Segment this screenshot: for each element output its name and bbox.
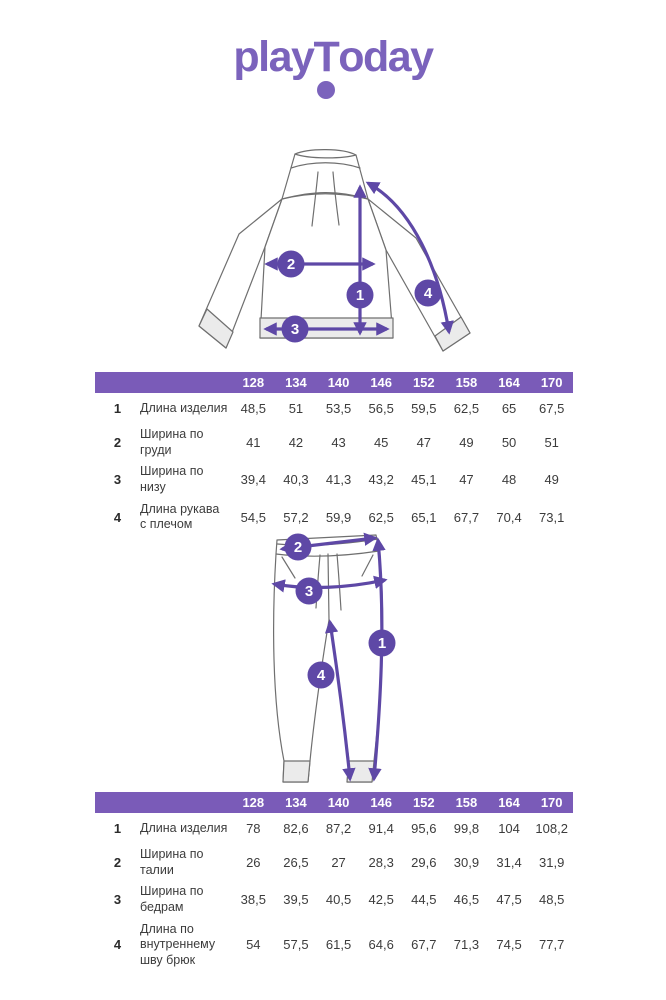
logo-play: play xyxy=(233,33,314,81)
size-column-header: 152 xyxy=(412,795,435,810)
measurement-value: 39,5 xyxy=(283,892,309,908)
brand-logo xyxy=(0,33,666,81)
measurement-value: 45,1 xyxy=(411,472,437,488)
row-number: 2 xyxy=(113,435,122,451)
measurement-value: 26 xyxy=(246,855,261,871)
measurement-value: 62,5 xyxy=(453,401,480,416)
collar xyxy=(282,150,368,199)
badge-1-label: 1 xyxy=(377,635,387,652)
sweatshirt-size-table xyxy=(95,372,573,536)
badge-1-label: 1 xyxy=(355,287,365,304)
measurement-value: 48 xyxy=(501,472,517,488)
size-column-header: 164 xyxy=(498,375,520,390)
measurement-value: 42 xyxy=(288,435,304,451)
row-number: 1 xyxy=(113,401,122,416)
measurement-value: 91,4 xyxy=(368,821,394,836)
row-label: Ширина по низу xyxy=(140,464,204,494)
measurement-value: 50 xyxy=(501,435,517,451)
measurement-value: 57,5 xyxy=(283,937,309,953)
table-row xyxy=(95,393,573,424)
measurement-value: 99,8 xyxy=(453,821,480,836)
measurement-value: 48,5 xyxy=(240,401,266,416)
measurement-value: 67,7 xyxy=(453,509,480,525)
size-column-header: 158 xyxy=(455,375,478,390)
left-ankle-cuff xyxy=(283,761,310,782)
measurement-value: 65 xyxy=(501,401,517,416)
measurement-value: 59,5 xyxy=(411,401,437,416)
sweatshirt-diagram xyxy=(187,146,479,373)
size-column-header: 164 xyxy=(498,795,520,810)
measurement-value: 38,5 xyxy=(240,892,266,908)
measurement-value: 53,5 xyxy=(325,401,352,416)
badge-3-label: 3 xyxy=(290,321,300,338)
measurement-value: 26,5 xyxy=(283,855,309,871)
measurement-value: 41 xyxy=(246,435,261,451)
measurement-value: 51 xyxy=(288,401,304,416)
size-header-row xyxy=(95,372,573,393)
measurement-value: 27 xyxy=(331,855,346,871)
badge-2-label: 2 xyxy=(293,539,303,556)
measurement-value: 41,3 xyxy=(325,472,352,488)
measurement-value: 31,4 xyxy=(496,855,522,871)
row-number: 4 xyxy=(113,509,122,525)
measurement-value: 29,6 xyxy=(411,855,437,871)
measurement-value: 71,3 xyxy=(453,937,480,953)
size-column-header: 140 xyxy=(327,375,350,390)
logo-t-with-dot: T xyxy=(313,33,339,81)
measurement-value: 64,6 xyxy=(368,937,394,953)
measurement-value: 78 xyxy=(246,821,261,836)
measurement-value: 47 xyxy=(459,472,474,488)
row-number: 2 xyxy=(113,855,122,871)
badge-3-label: 3 xyxy=(304,583,314,600)
measurement-value: 65,1 xyxy=(411,509,437,525)
measurement-value: 104 xyxy=(498,821,520,836)
badge-4-label: 4 xyxy=(423,285,433,302)
table-row xyxy=(95,881,573,918)
table-row xyxy=(95,813,573,844)
measurement-value: 30,9 xyxy=(453,855,480,871)
measurement-value: 77,7 xyxy=(539,937,565,953)
row-label: Длина по внутреннему шву брюк xyxy=(140,921,216,967)
logo-oday: oday xyxy=(338,33,433,81)
measurement-value: 46,5 xyxy=(453,892,480,908)
measurement-value: 48,5 xyxy=(539,892,565,908)
measurement-value: 45 xyxy=(373,435,389,451)
row-label: Длина изделия xyxy=(140,400,228,415)
table-body xyxy=(95,393,573,536)
size-column-header: 152 xyxy=(412,375,435,390)
size-column-header: 146 xyxy=(370,795,393,810)
size-column-header: 158 xyxy=(455,795,478,810)
measurement-value: 73,1 xyxy=(539,509,565,525)
measurement-value: 28,3 xyxy=(368,855,394,871)
table-row xyxy=(95,461,573,498)
row-label: Ширина по талии xyxy=(140,847,204,877)
measurement-value: 39,4 xyxy=(240,472,266,488)
measurement-value: 54 xyxy=(246,937,261,953)
row-label: Длина рукава с плечом xyxy=(140,501,220,532)
measurement-value: 49 xyxy=(459,435,474,451)
table-row xyxy=(95,424,573,461)
badge-2-label: 2 xyxy=(286,256,296,273)
measurement-value: 95,6 xyxy=(411,821,437,836)
pants-drawing xyxy=(274,535,383,782)
measurement-value: 82,6 xyxy=(283,821,309,836)
size-header-row xyxy=(95,792,573,813)
table-body xyxy=(95,813,573,971)
row-number: 3 xyxy=(113,892,122,908)
measurement-value: 67,5 xyxy=(539,401,565,416)
badge-4-label: 4 xyxy=(316,667,326,684)
size-column-header: 134 xyxy=(285,795,307,810)
measurement-value: 54,5 xyxy=(240,509,266,525)
size-column-header: 170 xyxy=(540,375,563,390)
size-column-header: 140 xyxy=(327,795,350,810)
size-column-header: 128 xyxy=(242,795,265,810)
measurement-value: 56,5 xyxy=(368,401,394,416)
size-column-header: 146 xyxy=(370,375,393,390)
table-row xyxy=(95,844,573,881)
measurement-value: 47,5 xyxy=(496,892,522,908)
row-number: 1 xyxy=(113,821,122,836)
size-column-header: 134 xyxy=(285,375,307,390)
sweatshirt-drawing xyxy=(199,150,470,351)
measurement-value: 67,7 xyxy=(411,937,437,953)
measurement-value: 47 xyxy=(416,435,432,451)
measurement-value: 40,5 xyxy=(325,892,352,908)
row-label: Ширина по груди xyxy=(140,427,204,457)
table-row xyxy=(95,919,573,972)
row-number: 4 xyxy=(113,937,122,953)
pants-size-table xyxy=(95,792,573,971)
measurement-value: 87,2 xyxy=(325,821,352,836)
pants-diagram xyxy=(228,530,452,793)
measurement-value: 59,9 xyxy=(325,509,352,525)
measurement-value: 44,5 xyxy=(411,892,437,908)
size-column-header: 128 xyxy=(242,375,265,390)
measurement-value: 62,5 xyxy=(368,509,394,525)
measurement-value: 108,2 xyxy=(535,821,568,836)
measurement-value: 61,5 xyxy=(325,937,352,953)
measurement-value: 74,5 xyxy=(496,937,522,953)
measurement-value: 57,2 xyxy=(283,509,309,525)
measurement-value: 42,5 xyxy=(368,892,394,908)
row-label: Длина изделия xyxy=(140,820,228,835)
measurement-value: 49 xyxy=(544,472,559,488)
row-number: 3 xyxy=(113,472,122,488)
row-label: Ширина по бедрам xyxy=(140,884,204,914)
size-column-header: 170 xyxy=(540,795,563,810)
measurement-value: 43 xyxy=(331,435,346,451)
measurement-value: 31,9 xyxy=(539,855,565,871)
measurement-value: 51 xyxy=(544,435,559,451)
measurement-value: 43,2 xyxy=(368,472,394,488)
measurement-value: 40,3 xyxy=(283,472,309,488)
measurement-value: 70,4 xyxy=(496,509,522,525)
